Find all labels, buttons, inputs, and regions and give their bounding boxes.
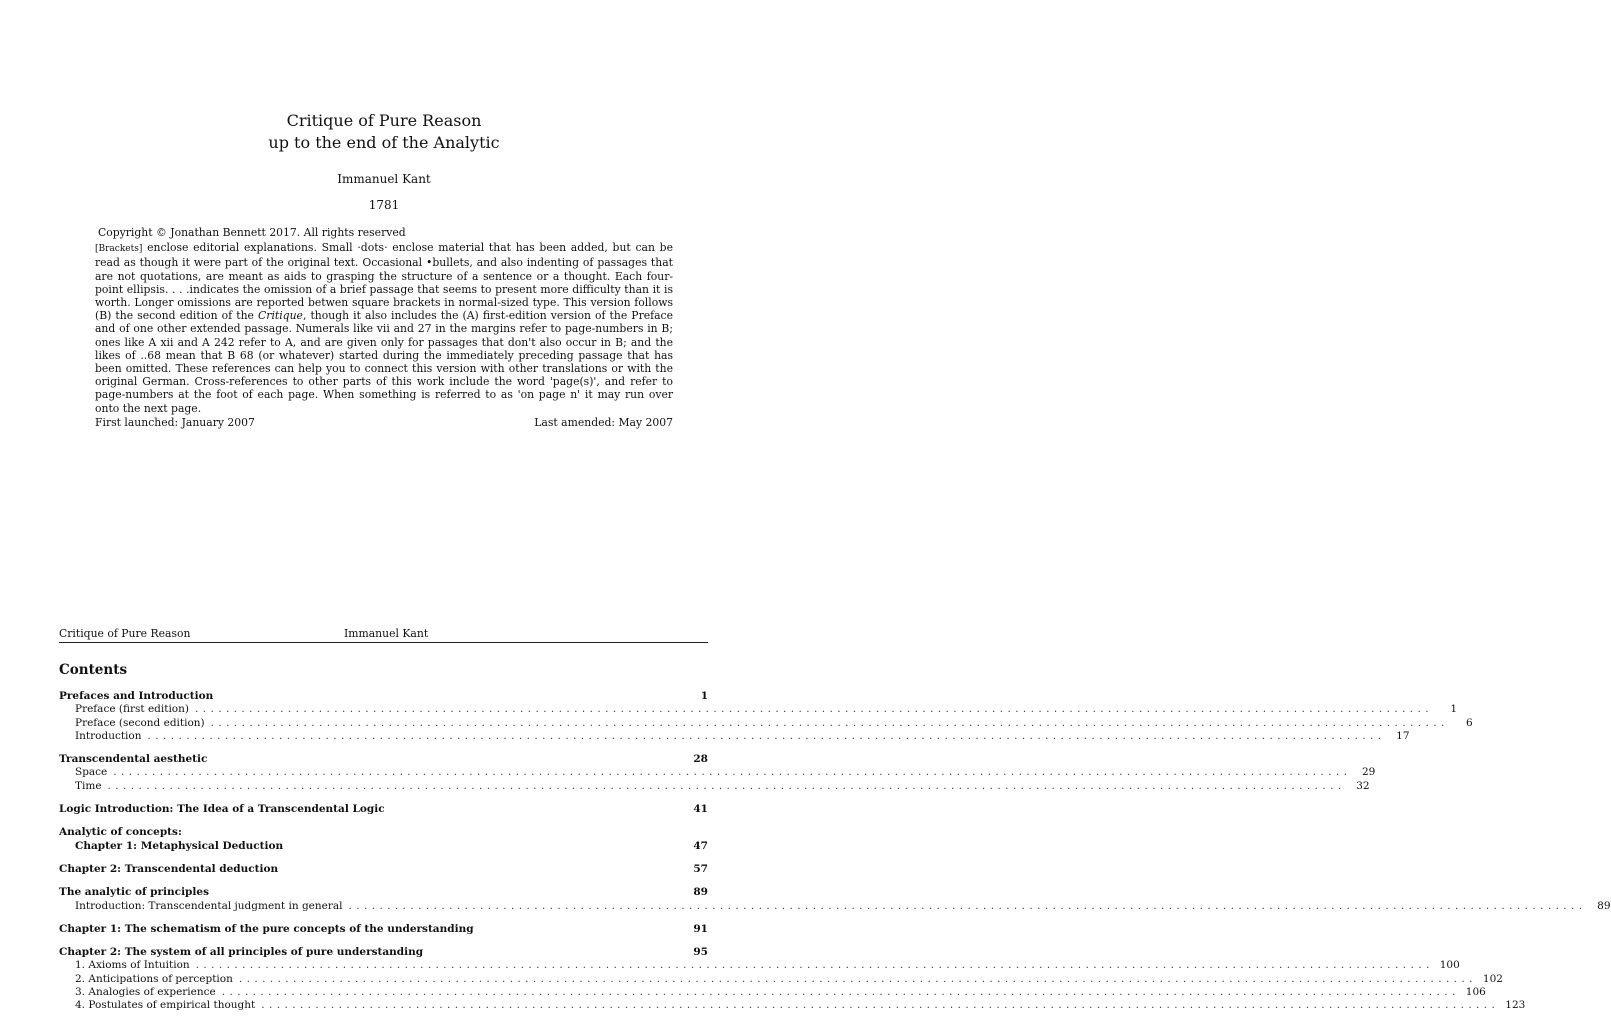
toc-entry-page: 47 bbox=[693, 839, 708, 852]
toc-entry-label: 1. Axioms of Intuition bbox=[75, 959, 190, 972]
author-name: Immanuel Kant bbox=[337, 172, 431, 186]
toc-entry[interactable] bbox=[59, 840, 708, 853]
toc-dot-leader: ................................................................................................................................................................ bbox=[113, 766, 1352, 779]
dates-line bbox=[95, 416, 673, 429]
toc-dot-leader: ................................................................................................................................................................ bbox=[107, 779, 1346, 792]
document-subtitle: up to the end of the Analytic bbox=[268, 133, 500, 152]
toc-groups bbox=[59, 690, 1611, 1013]
toc-entry-page: 100 bbox=[1439, 959, 1460, 972]
toc-entry-page: 41 bbox=[693, 803, 708, 816]
toc-entry[interactable] bbox=[59, 986, 1486, 999]
toc-entry-page: 106 bbox=[1465, 986, 1486, 999]
toc-entry-page: 29 bbox=[1361, 766, 1376, 779]
toc-entry-page: 89 bbox=[1597, 899, 1611, 912]
toc-group bbox=[59, 803, 708, 816]
toc-entry-label: Chapter 1: The schematism of the pure concepts of the understanding bbox=[59, 922, 474, 935]
toc-dot-leader: ................................................................................................................................................................ bbox=[210, 716, 1449, 729]
toc-entry-page: 91 bbox=[693, 922, 708, 935]
toc-entry[interactable] bbox=[59, 946, 708, 959]
toc-entry-label: Transcendental aesthetic bbox=[59, 753, 208, 766]
toc-entry[interactable] bbox=[59, 863, 708, 876]
toc-entry-page: 1 bbox=[700, 690, 708, 702]
toc-entry-label: Chapter 2: The system of all principles of pure understanding bbox=[59, 946, 424, 959]
toc-entry-label: Introduction: Transcendental judgment in general bbox=[75, 899, 343, 912]
toc-entry-page: 102 bbox=[1482, 972, 1503, 985]
toc-entry[interactable] bbox=[59, 972, 1503, 986]
toc-entry-page: 95 bbox=[693, 946, 708, 959]
toc-entry-page: 123 bbox=[1505, 999, 1526, 1012]
toc-group bbox=[59, 690, 1473, 743]
toc-group bbox=[59, 886, 1611, 913]
toc-entry-page: 32 bbox=[1356, 779, 1370, 792]
toc-entry[interactable] bbox=[59, 826, 708, 839]
title-block bbox=[0, 110, 768, 212]
toc-entry-page: 1 bbox=[1450, 703, 1458, 716]
toc-entry[interactable] bbox=[59, 766, 1376, 779]
toc-entry-label: 3. Analogies of experience bbox=[75, 986, 216, 999]
toc-entry[interactable] bbox=[59, 959, 1460, 972]
toc-entry-label: Logic Introduction: The Idea of a Transcendental Logic bbox=[59, 803, 385, 816]
toc-entry-label: Space bbox=[75, 766, 108, 779]
toc-dot-leader: ................................................................................................................................................................ bbox=[348, 899, 1587, 912]
toc-entry[interactable] bbox=[59, 690, 708, 703]
table-of-contents bbox=[59, 662, 1611, 1023]
notice-body-part1: enclose editorial explanations. Small ·dots· enclose material that has been added, but can be read as though it were part of the original text. Occasional •bullets, and also indenting of passages that are not quotations, are meant as aids to grasping the structure of a sentence or a thought. Each four-point ellipsis. . . .indicates the omission of a brief passage that seems to present more difficulty than it is worth. Longer omissions are reported betwen square brackets in normal-sized type. This version follows (B) the second edition of the bbox=[95, 241, 673, 323]
toc-entry-label: Preface (second edition) bbox=[75, 716, 205, 729]
brackets-word: [Brackets] bbox=[95, 244, 143, 255]
toc-entry-label: Time bbox=[75, 779, 102, 792]
notice-paragraph bbox=[95, 241, 673, 415]
toc-entry-label: Analytic of concepts: bbox=[59, 826, 182, 839]
toc-group bbox=[59, 946, 1526, 1012]
toc-entry[interactable] bbox=[59, 779, 1370, 793]
toc-group bbox=[59, 753, 1376, 793]
toc-entry-label: 4. Postulates of empirical thought bbox=[75, 999, 256, 1012]
toc-dot-leader: ................................................................................................................................................................ bbox=[147, 729, 1386, 742]
toc-dot-leader: ................................................................................................................................................................ bbox=[195, 703, 1434, 716]
toc-entry-page: 6 bbox=[1466, 716, 1473, 729]
editorial-notice bbox=[95, 226, 673, 429]
toc-entry-label: Preface (first edition) bbox=[75, 703, 189, 716]
toc-entry[interactable] bbox=[59, 899, 1611, 913]
publication-year: 1781 bbox=[368, 198, 400, 212]
copyright-line: Copyright © Jonathan Bennett 2017. All rights reserved bbox=[98, 226, 406, 239]
running-head bbox=[59, 627, 708, 643]
toc-entry[interactable] bbox=[59, 716, 1473, 730]
notice-italic-critique: Critique bbox=[258, 309, 303, 323]
toc-entry[interactable] bbox=[59, 923, 708, 936]
first-launched: First launched: January 2007 bbox=[95, 415, 255, 429]
toc-entry[interactable] bbox=[59, 703, 1458, 716]
toc-dot-leader: ................................................................................................................................................................ bbox=[221, 986, 1460, 999]
toc-group bbox=[59, 826, 708, 853]
toc-group bbox=[59, 863, 708, 876]
toc-entry-page: 28 bbox=[693, 753, 708, 766]
toc-heading: Contents bbox=[59, 662, 128, 678]
toc-entry-label: Introduction bbox=[75, 729, 142, 742]
toc-entry-page: 89 bbox=[693, 886, 708, 899]
toc-entry-page: 17 bbox=[1396, 729, 1410, 742]
toc-entry-label: 2. Anticipations of perception bbox=[75, 972, 233, 985]
toc-entry-label: Chapter 2: Transcendental deduction bbox=[59, 862, 279, 875]
last-amended: Last amended: May 2007 bbox=[534, 415, 673, 429]
toc-entry-page: 57 bbox=[693, 862, 708, 875]
toc-entry[interactable] bbox=[59, 729, 1410, 743]
toc-dot-leader: ................................................................................................................................................................ bbox=[261, 999, 1500, 1012]
toc-entry[interactable] bbox=[59, 803, 708, 816]
toc-dot-leader: ................................................................................................................................................................ bbox=[195, 959, 1434, 972]
toc-entry-label: The analytic of principles bbox=[59, 886, 209, 899]
toc-entry-label: Prefaces and Introduction bbox=[59, 690, 214, 702]
notice-body-part2: , though it also includes the (A) first-edition version of the Preface and of one other extended passage. Numerals like vii and 27 in the margins refer to page-numbers in B; ones like A xii and A 242 refer to A, and are given only for passages that don't also occur in B; and the likes of ..68 mean that B 68 (or whatever) started during the immediately preceding passage that has been omitted. These references can help you to connect this version with other translations or with the original German. Cross-references to other parts of this work include the word 'page(s)', and refer to page-numbers at the foot of each page. When something is referred to as 'on page n' it may run over onto the next page. bbox=[95, 309, 673, 415]
toc-entry[interactable] bbox=[59, 886, 708, 899]
toc-entry-label: Chapter 1: Metaphysical Deduction bbox=[75, 839, 284, 852]
running-head-author: Immanuel Kant bbox=[344, 627, 429, 640]
toc-dot-leader: ................................................................................................................................................................ bbox=[238, 972, 1477, 985]
toc-entry[interactable] bbox=[59, 999, 1526, 1012]
document-title: Critique of Pure Reason bbox=[286, 111, 482, 130]
running-head-title: Critique of Pure Reason bbox=[59, 627, 191, 640]
toc-group bbox=[59, 923, 708, 936]
toc-entry[interactable] bbox=[59, 753, 708, 766]
